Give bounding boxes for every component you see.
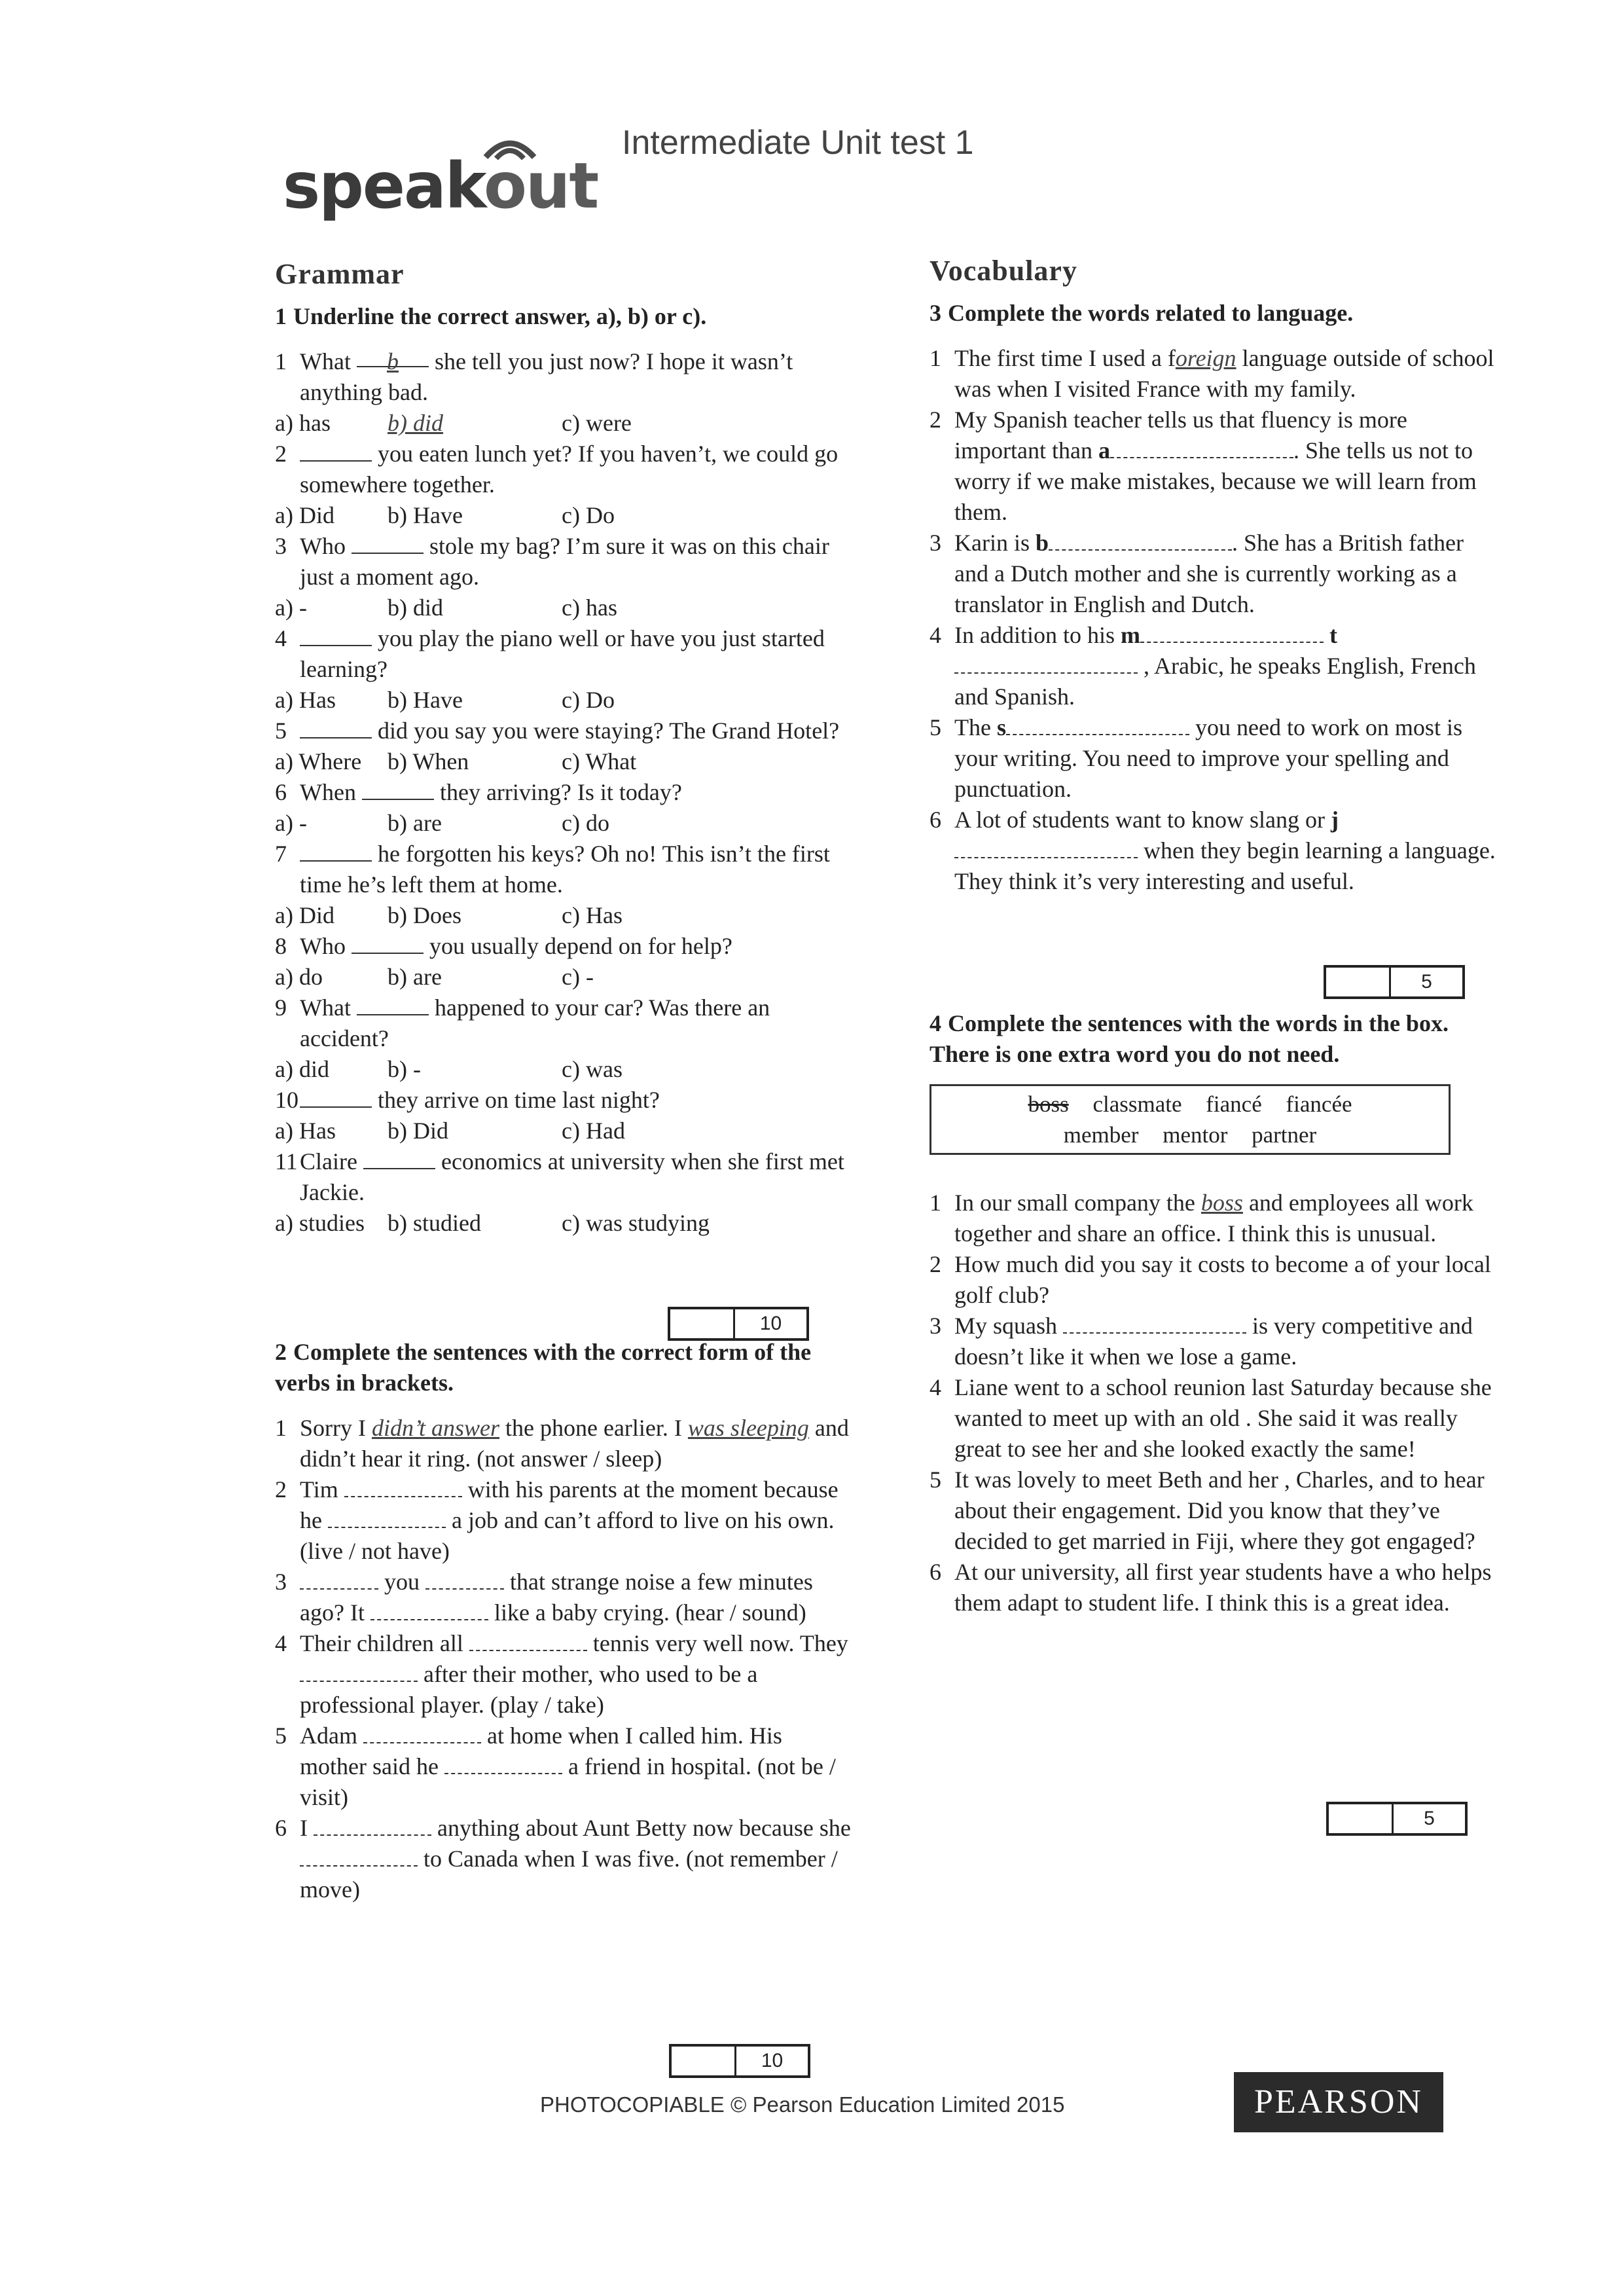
q-text: A lot of students want to know slang or	[954, 807, 1331, 833]
ex3-q1	[929, 343, 1499, 405]
option-a[interactable]: a) -	[275, 594, 307, 621]
ex1-options	[275, 808, 851, 839]
option-a[interactable]: a) Where	[275, 748, 362, 774]
option-b[interactable]	[388, 592, 562, 623]
ex3-instruction	[929, 298, 1499, 329]
q-text: a job and can’t afford to live on his own. (live / not have)	[300, 1507, 835, 1564]
q-text: language outside of school was when I visited France with my family.	[954, 345, 1494, 402]
ex1-question	[275, 1146, 851, 1208]
ex1-questions	[275, 346, 851, 1239]
q-number: 2	[929, 407, 941, 433]
ex4-instruction	[929, 1008, 1499, 1070]
score-input[interactable]	[1326, 968, 1391, 996]
q-text: I	[300, 1815, 314, 1841]
answer-blank[interactable]	[370, 1599, 488, 1620]
ex4-score-box	[1326, 1802, 1468, 1836]
q-number: 3	[275, 1569, 287, 1595]
page-title: Intermediate Unit test 1	[622, 124, 974, 162]
q-number: 6	[929, 807, 941, 833]
ex1-question	[275, 531, 851, 592]
q-number: 5	[275, 1722, 287, 1749]
word-box	[929, 1084, 1451, 1155]
ex4-number: 4	[929, 1010, 941, 1036]
q-text: a friend in hospital. (not be / visit)	[300, 1753, 836, 1810]
answer-blank[interactable]	[314, 1815, 431, 1836]
q-text: you usually depend on for help?	[423, 933, 732, 959]
q-text: It was lovely to meet Beth and her , Charles, and to hear about their engagement. Did you know that they’ve decided to get married in Fiji, where they got engaged?	[954, 1467, 1485, 1554]
q-text: when they begin learning a language. They think it’s very interesting and useful.	[954, 837, 1496, 894]
option-b[interactable]	[388, 1054, 562, 1085]
ex3-q2	[929, 405, 1499, 528]
option-b-text: b) Have	[388, 687, 463, 713]
option-b-text: b) Did	[388, 1118, 448, 1144]
score-total: 5	[1424, 1808, 1435, 1829]
ex1-score-box	[668, 1307, 809, 1341]
q-number: 2	[275, 1476, 287, 1503]
word-box-item: partner	[1252, 1122, 1317, 1148]
q-text: The first time I used a	[954, 345, 1168, 371]
option-c[interactable]: c) -	[562, 964, 594, 990]
q-text: Who	[300, 933, 352, 959]
q-text: The	[954, 714, 997, 740]
q-number: 11	[275, 1148, 298, 1175]
option-c[interactable]: c) What	[562, 748, 637, 774]
q-text: you play the piano well or have you just started learning?	[300, 625, 825, 682]
option-a[interactable]: a) do	[275, 964, 323, 990]
answer-blank[interactable]	[328, 1507, 446, 1528]
q-number: 4	[929, 1374, 941, 1400]
score-total: 10	[759, 1313, 782, 1334]
first-letter: t	[1329, 622, 1337, 648]
q-text: What	[300, 994, 357, 1021]
ex1-options	[275, 746, 851, 777]
speakout-logo	[283, 149, 598, 223]
q-text: economics at university when she first met Jackie.	[300, 1148, 844, 1205]
q-number: 5	[929, 714, 941, 740]
option-b-text: b) studied	[388, 1210, 481, 1236]
option-a[interactable]: a) Did	[275, 902, 334, 928]
answer-blank[interactable]	[300, 718, 372, 738]
ex1-question	[275, 346, 851, 408]
ex2-q3	[275, 1567, 851, 1628]
q-number: 8	[275, 933, 287, 959]
logo-out: out	[484, 149, 598, 223]
answer-blank[interactable]	[352, 933, 424, 954]
q-number: 10	[275, 1087, 298, 1113]
option-b-text: b) When	[388, 748, 469, 774]
word-box-item: classmate	[1092, 1091, 1182, 1117]
answer-blank[interactable]	[300, 1846, 418, 1867]
answer-blank[interactable]	[300, 625, 372, 646]
ex4-q5	[929, 1465, 1499, 1557]
word-box-item: mentor	[1163, 1122, 1228, 1148]
ex4-q6	[929, 1557, 1499, 1618]
option-b-text: b) Does	[388, 902, 461, 928]
option-c[interactable]: c) has	[562, 594, 617, 621]
q-text: Who	[300, 533, 352, 559]
q-text: like a baby crying. (hear / sound)	[488, 1599, 806, 1626]
example-answer: b	[386, 348, 399, 374]
ex2-number: 2	[275, 1339, 287, 1365]
q-text: happened to your car? Was there an accident?	[300, 994, 770, 1051]
q-text: Tim	[300, 1476, 344, 1503]
q-number: 6	[275, 779, 287, 805]
q-text: What	[300, 348, 357, 374]
answer-blank[interactable]	[300, 1569, 378, 1590]
q-text: and employees all work together and share an office. I think this is unusual.	[954, 1190, 1473, 1247]
q-text: the phone earlier. I	[499, 1415, 688, 1441]
ex4-q3	[929, 1311, 1499, 1372]
q-number: 1	[275, 1415, 287, 1441]
ex2-q5	[275, 1721, 851, 1813]
option-a[interactable]: a) has	[275, 410, 331, 436]
ex3-score-box	[1324, 965, 1465, 999]
first-letter: j	[1330, 807, 1339, 833]
option-b-text: b) did	[388, 594, 443, 621]
q-text: you	[378, 1569, 425, 1595]
answer-blank[interactable]	[363, 1148, 435, 1169]
option-b[interactable]	[388, 746, 562, 777]
vocabulary-section	[929, 255, 1499, 1618]
ex1-options	[275, 592, 851, 623]
option-b-text: b) -	[388, 1056, 421, 1082]
ex4-q4	[929, 1372, 1499, 1465]
grammar-section	[275, 259, 851, 1905]
ex1-options	[275, 408, 851, 439]
answer-blank[interactable]	[344, 1476, 462, 1497]
ex3-text: Complete the words related to language.	[948, 300, 1354, 326]
ex2-q4	[275, 1628, 851, 1721]
answer-blank[interactable]	[357, 346, 429, 374]
q-text: they arrive on time last night?	[372, 1087, 660, 1113]
answer-blank[interactable]	[469, 1630, 587, 1651]
score-total: 5	[1421, 971, 1432, 993]
first-letter: s	[996, 714, 1006, 740]
ex1-options	[275, 1054, 851, 1085]
ex3-q3	[929, 528, 1499, 620]
q-number: 2	[275, 441, 287, 467]
q-text: you need to work on most is your writing. You need to improve your spelling and punctuation.	[954, 714, 1462, 802]
q-text: anything about Aunt Betty now because she	[431, 1815, 851, 1841]
ex1-options	[275, 1208, 851, 1239]
q-number: 5	[929, 1467, 941, 1493]
example-answer: boss	[1200, 1190, 1243, 1216]
copyright-notice: PHOTOCOPIABLE © Pearson Education Limited 2015	[540, 2092, 1065, 2117]
q-number: 3	[929, 530, 941, 556]
q-text: she tell you just now? I hope it wasn’t anything bad.	[300, 348, 793, 405]
grammar-heading: Grammar	[275, 258, 405, 290]
option-c[interactable]: c) Had	[562, 1118, 625, 1144]
ex4-text: Complete the sentences with the words in the box. There is one extra word you do not need.	[929, 1010, 1449, 1067]
option-a[interactable]: a) did	[275, 1056, 329, 1082]
q-text: My squash	[954, 1313, 1064, 1339]
first-letter: f	[1167, 345, 1176, 371]
q-text: Adam	[300, 1722, 363, 1749]
q-text: tennis very well now. They	[586, 1630, 848, 1656]
word-box-item: member	[1063, 1122, 1139, 1148]
answer-blank[interactable]	[352, 533, 424, 554]
answer-blank[interactable]	[357, 994, 429, 1015]
q-text: did you say you were staying? The Grand Hotel?	[372, 718, 840, 744]
q-number: 5	[275, 718, 287, 744]
word-box-item: fiancé	[1206, 1091, 1262, 1117]
q-text: stole my bag? I’m sure it was on this chair just a moment ago.	[300, 533, 829, 590]
ex1-options	[275, 1116, 851, 1146]
ex1-question	[275, 623, 851, 685]
answer-blank[interactable]	[444, 1753, 562, 1774]
score-total: 10	[761, 2050, 784, 2071]
option-c[interactable]: c) was	[562, 1056, 623, 1082]
ex1-question	[275, 931, 851, 962]
pearson-logo: PEARSON	[1234, 2072, 1443, 2132]
q-text: . She tells us not to worry if we make mistakes, because we will learn from them.	[954, 437, 1477, 525]
example-answer: didn’t answer	[372, 1415, 500, 1441]
ex3-q5	[929, 712, 1499, 805]
ex1-question	[275, 716, 851, 746]
ex2-text: Complete the sentences with the correct form of the verbs in brackets.	[275, 1339, 812, 1396]
ex2-q2	[275, 1474, 851, 1567]
answer-blank[interactable]	[1110, 437, 1293, 458]
option-b[interactable]	[388, 808, 562, 839]
option-b-text: b) are	[388, 810, 442, 836]
ex2-q6	[275, 1813, 851, 1905]
vocabulary-heading: Vocabulary	[929, 255, 1077, 287]
word-box-item: fiancée	[1286, 1091, 1352, 1117]
ex1-question	[275, 777, 851, 808]
q-text: Liane went to a school reunion last Saturday because she wanted to meet up with an old . She said it was really great to see her and she looked exactly the same!	[954, 1374, 1492, 1462]
ex2-score-box	[669, 2044, 810, 2078]
option-a[interactable]: a) studies	[275, 1210, 365, 1236]
ex1-instruction	[275, 301, 851, 332]
answer-blank[interactable]	[1049, 530, 1232, 551]
option-c[interactable]: c) was studying	[562, 1210, 710, 1236]
answer-blank[interactable]	[1006, 714, 1189, 735]
option-a[interactable]: a) Did	[275, 502, 334, 528]
ex2-q1	[275, 1413, 851, 1474]
option-b[interactable]	[388, 500, 562, 531]
option-a[interactable]: a) Has	[275, 1118, 336, 1144]
option-a[interactable]: a) -	[275, 810, 307, 836]
q-text: Karin is	[954, 530, 1036, 556]
ex1-text: Underline the correct answer, a), b) or c).	[293, 303, 707, 329]
ex4-q2	[929, 1249, 1499, 1311]
q-text: he forgotten his keys? Oh no! This isn’t the first time he’s left them at home.	[300, 841, 830, 898]
option-b[interactable]	[388, 685, 562, 716]
word-box-item: boss	[1028, 1091, 1069, 1117]
example-answer: oreign	[1175, 345, 1236, 371]
q-number: 1	[929, 345, 941, 371]
q-text: In our small company the	[954, 1190, 1201, 1216]
first-letter: b	[1035, 530, 1049, 556]
option-b[interactable]	[388, 962, 562, 993]
ex1-question	[275, 1085, 851, 1116]
first-letter: m	[1121, 622, 1140, 648]
option-a[interactable]: a) Has	[275, 687, 336, 713]
answer-blank[interactable]	[425, 1569, 504, 1590]
q-text: My Spanish teacher tells us that fluency is more important than	[954, 407, 1407, 464]
ex1-question	[275, 439, 851, 500]
answer-blank[interactable]	[954, 837, 1138, 858]
ex1-options	[275, 500, 851, 531]
q-text: How much did you say it costs to become a of your local golf club?	[954, 1251, 1491, 1308]
option-c[interactable]: c) Has	[562, 902, 623, 928]
q-number: 7	[275, 841, 287, 867]
option-b-text: b) are	[388, 964, 442, 990]
q-text: In addition to his	[954, 622, 1121, 648]
option-c[interactable]: c) Do	[562, 502, 615, 528]
score-input[interactable]	[670, 1309, 735, 1338]
answer-blank[interactable]	[1140, 622, 1324, 643]
q-text: At our university, all first year students have a who helps them adapt to student life. I think this is a great idea.	[954, 1559, 1492, 1616]
signal-arc-icon	[480, 130, 539, 162]
option-b[interactable]	[388, 408, 562, 439]
answer-blank[interactable]	[300, 441, 372, 462]
q-number: 3	[929, 1313, 941, 1339]
q-text: to Canada when I was five. (not remember / move)	[300, 1846, 838, 1903]
q-text: after their mother, who used to be a professional player. (play / take)	[300, 1661, 758, 1718]
q-number: 2	[929, 1251, 941, 1277]
q-text: When	[300, 779, 362, 805]
q-number: 1	[275, 348, 287, 374]
answer-blank[interactable]	[300, 1087, 372, 1108]
q-number: 6	[275, 1815, 287, 1841]
ex1-options	[275, 962, 851, 993]
q-text: they arriving? Is it today?	[433, 779, 682, 805]
answer-blank[interactable]	[954, 653, 1138, 674]
option-b[interactable]	[388, 1208, 562, 1239]
ex1-number: 1	[275, 303, 287, 329]
answer-blank[interactable]	[363, 1722, 481, 1743]
q-text: , Arabic, he speaks English, French and Spanish.	[954, 653, 1476, 710]
option-c[interactable]: c) Do	[562, 687, 615, 713]
answer-blank[interactable]	[1063, 1313, 1246, 1334]
q-text: and didn’t hear it ring. (not answer / sleep)	[300, 1415, 849, 1472]
q-text: is very competitive and doesn’t like it when we lose a game.	[954, 1313, 1473, 1370]
q-text: you eaten lunch yet? If you haven’t, we could go somewhere together.	[300, 441, 839, 498]
q-text: . She has a British father and a Dutch mother and she is currently working as a translator in English and Dutch.	[954, 530, 1464, 617]
answer-blank[interactable]	[300, 841, 372, 862]
ex1-question	[275, 839, 851, 900]
option-b-text: b) Have	[388, 502, 463, 528]
ex1-question	[275, 993, 851, 1054]
ex3-q4	[929, 620, 1499, 712]
option-c[interactable]: c) do	[562, 810, 609, 836]
q-number: 1	[929, 1190, 941, 1216]
q-number: 3	[275, 533, 287, 559]
score-input[interactable]	[1329, 1804, 1394, 1833]
ex1-options	[275, 685, 851, 716]
q-number: 6	[929, 1559, 941, 1585]
option-b[interactable]	[388, 900, 562, 931]
q-text: Their children all	[300, 1630, 469, 1656]
option-c[interactable]: c) were	[562, 410, 632, 436]
ex3-number: 3	[929, 300, 941, 326]
ex4-q1	[929, 1188, 1499, 1249]
ex3-q6	[929, 805, 1499, 897]
q-number: 4	[275, 1630, 287, 1656]
q-text: Claire	[300, 1148, 363, 1175]
q-text: at home when I called him. His mother said he	[300, 1722, 782, 1779]
first-letter: a	[1098, 437, 1110, 464]
example-answer: was sleeping	[687, 1415, 809, 1441]
logo-speak: speak	[283, 149, 484, 223]
q-text: that strange noise a few minutes ago? It	[300, 1569, 813, 1626]
answer-blank[interactable]	[300, 1661, 418, 1682]
q-number: 4	[275, 625, 287, 651]
option-b-text: b) did	[388, 410, 443, 436]
ex1-options	[275, 900, 851, 931]
q-text: Sorry I	[300, 1415, 372, 1441]
score-input[interactable]	[672, 2047, 736, 2075]
ex2-instruction	[275, 1337, 851, 1398]
option-b[interactable]	[388, 1116, 562, 1146]
q-number: 4	[929, 622, 941, 648]
q-number: 9	[275, 994, 287, 1021]
q-text: with his parents at the moment because he	[300, 1476, 839, 1533]
answer-blank[interactable]	[362, 779, 434, 800]
